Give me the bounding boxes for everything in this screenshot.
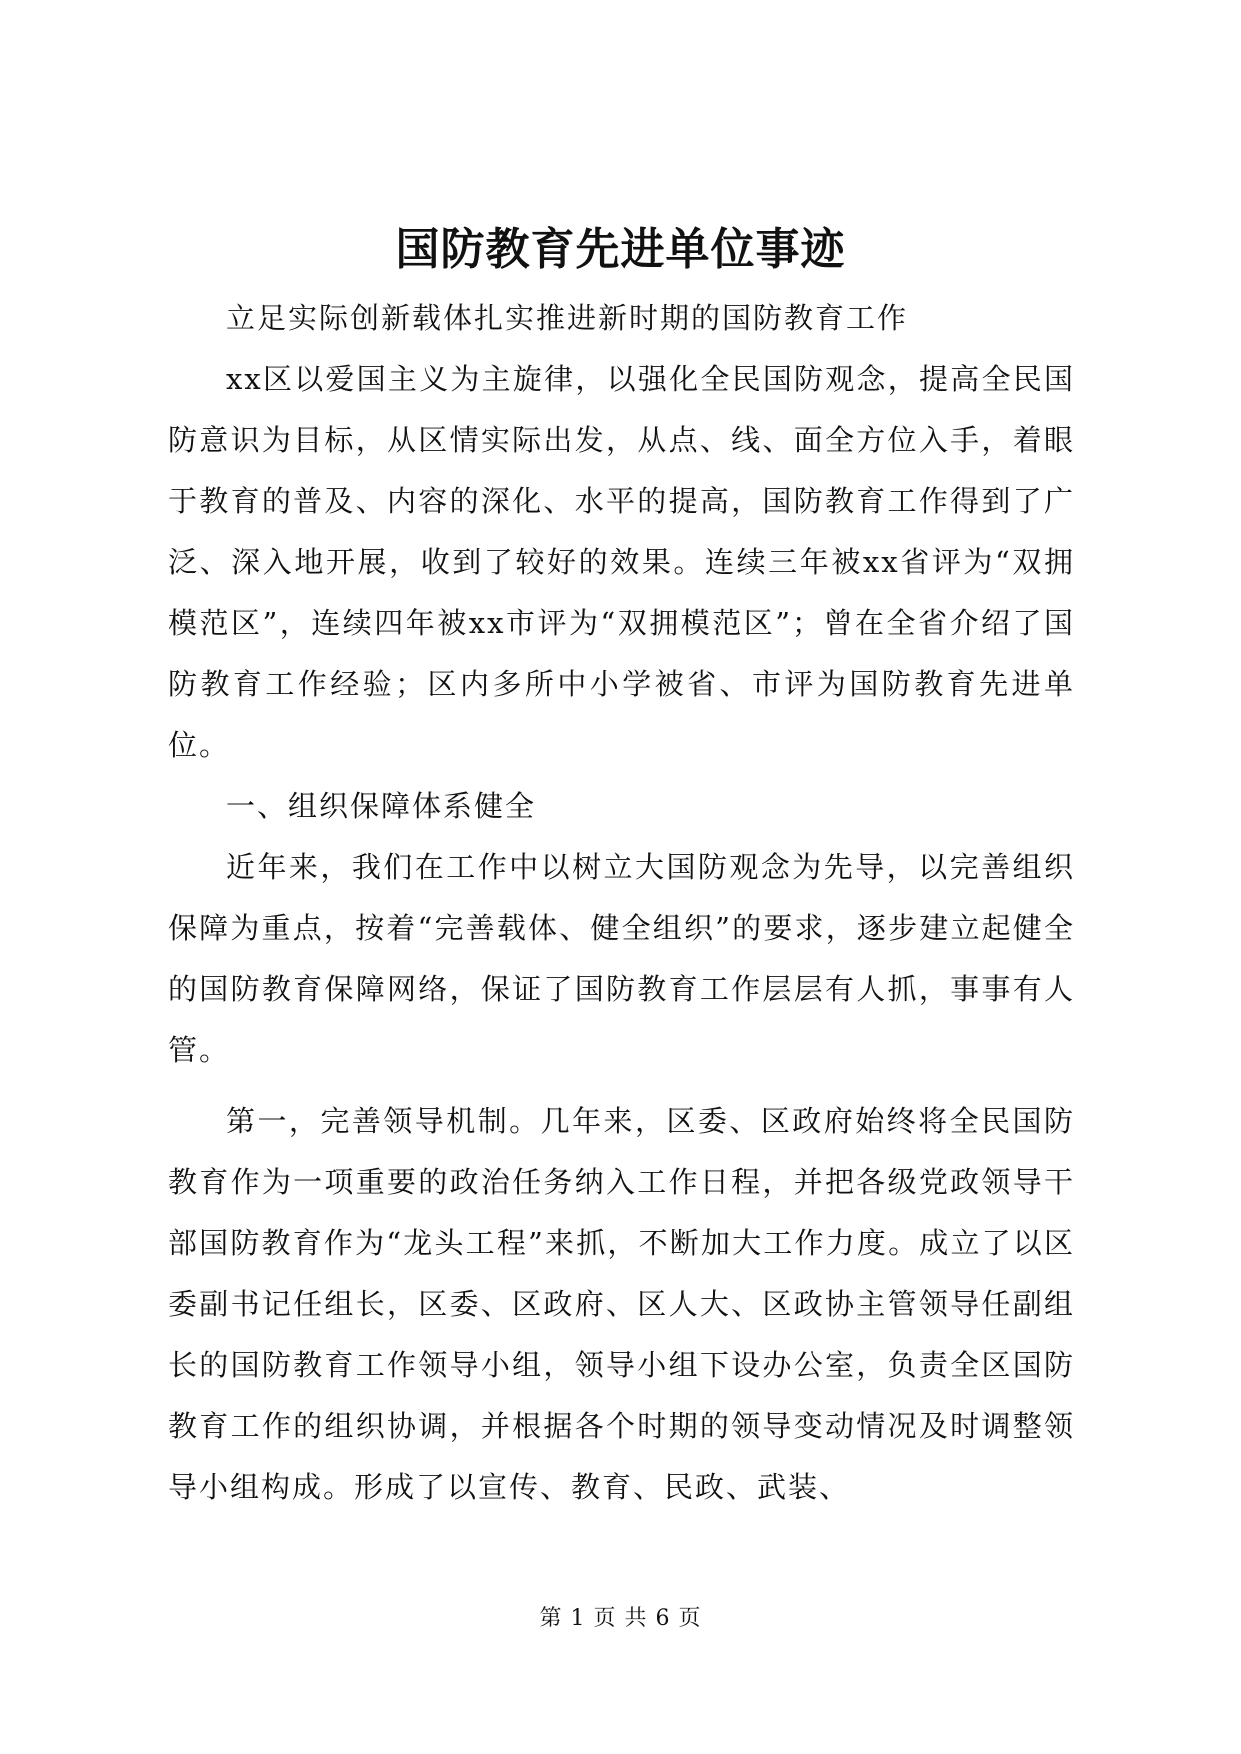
page-footer: 第 1 页 共 6 页	[539, 1606, 702, 1631]
document-body	[168, 288, 1075, 1518]
section-paragraph: 近年来，我们在工作中以树立大国防观念为先导，以完善组织保障为重点，按着“完善载体、健全组织”的要求，逐步建立起健全的国防教育保障网络，保证了国防教育工作层层有人抓，事事有人管。	[168, 850, 1075, 1067]
subtitle-paragraph: 立足实际创新载体扎实推进新时期的国防教育工作	[226, 301, 909, 335]
section-heading: 一、组织保障体系健全	[226, 789, 537, 823]
document-title: 国防教育先进单位事迹	[395, 224, 846, 275]
intro-paragraph: xx区以爱国主义为主旋律，以强化全民国防观念，提高全民国防意识为目标，从区情实际出发，从点、线、面全方位入手，着眼于教育的普及、内容的深化、水平的提高，国防教育工作得到了广泛、深入地开展，收到了较好的效果。连续三年被xx省评为“双拥模范区”，连续四年被xx市评为“双拥模范区”；曾在全省介绍了国防教育工作经验；区内多所中小学被省、市评为国防教育先进单位。	[168, 362, 1075, 762]
leadership-paragraph: 第一，完善领导机制。几年来，区委、区政府始终将全民国防教育作为一项重要的政治任务纳入工作日程，并把各级党政领导干部国防教育作为“龙头工程”来抓，不断加大工作力度。成立了以区委副书记任组长，区委、区政府、区人大、区政协主管领导任副组长的国防教育工作领导小组，领导小组下设办公室，负责全区国防教育工作的组织协调，并根据各个时期的领导变动情况及时调整领导小组构成。形成了以宣传、教育、民政、武装、	[168, 1104, 1075, 1504]
